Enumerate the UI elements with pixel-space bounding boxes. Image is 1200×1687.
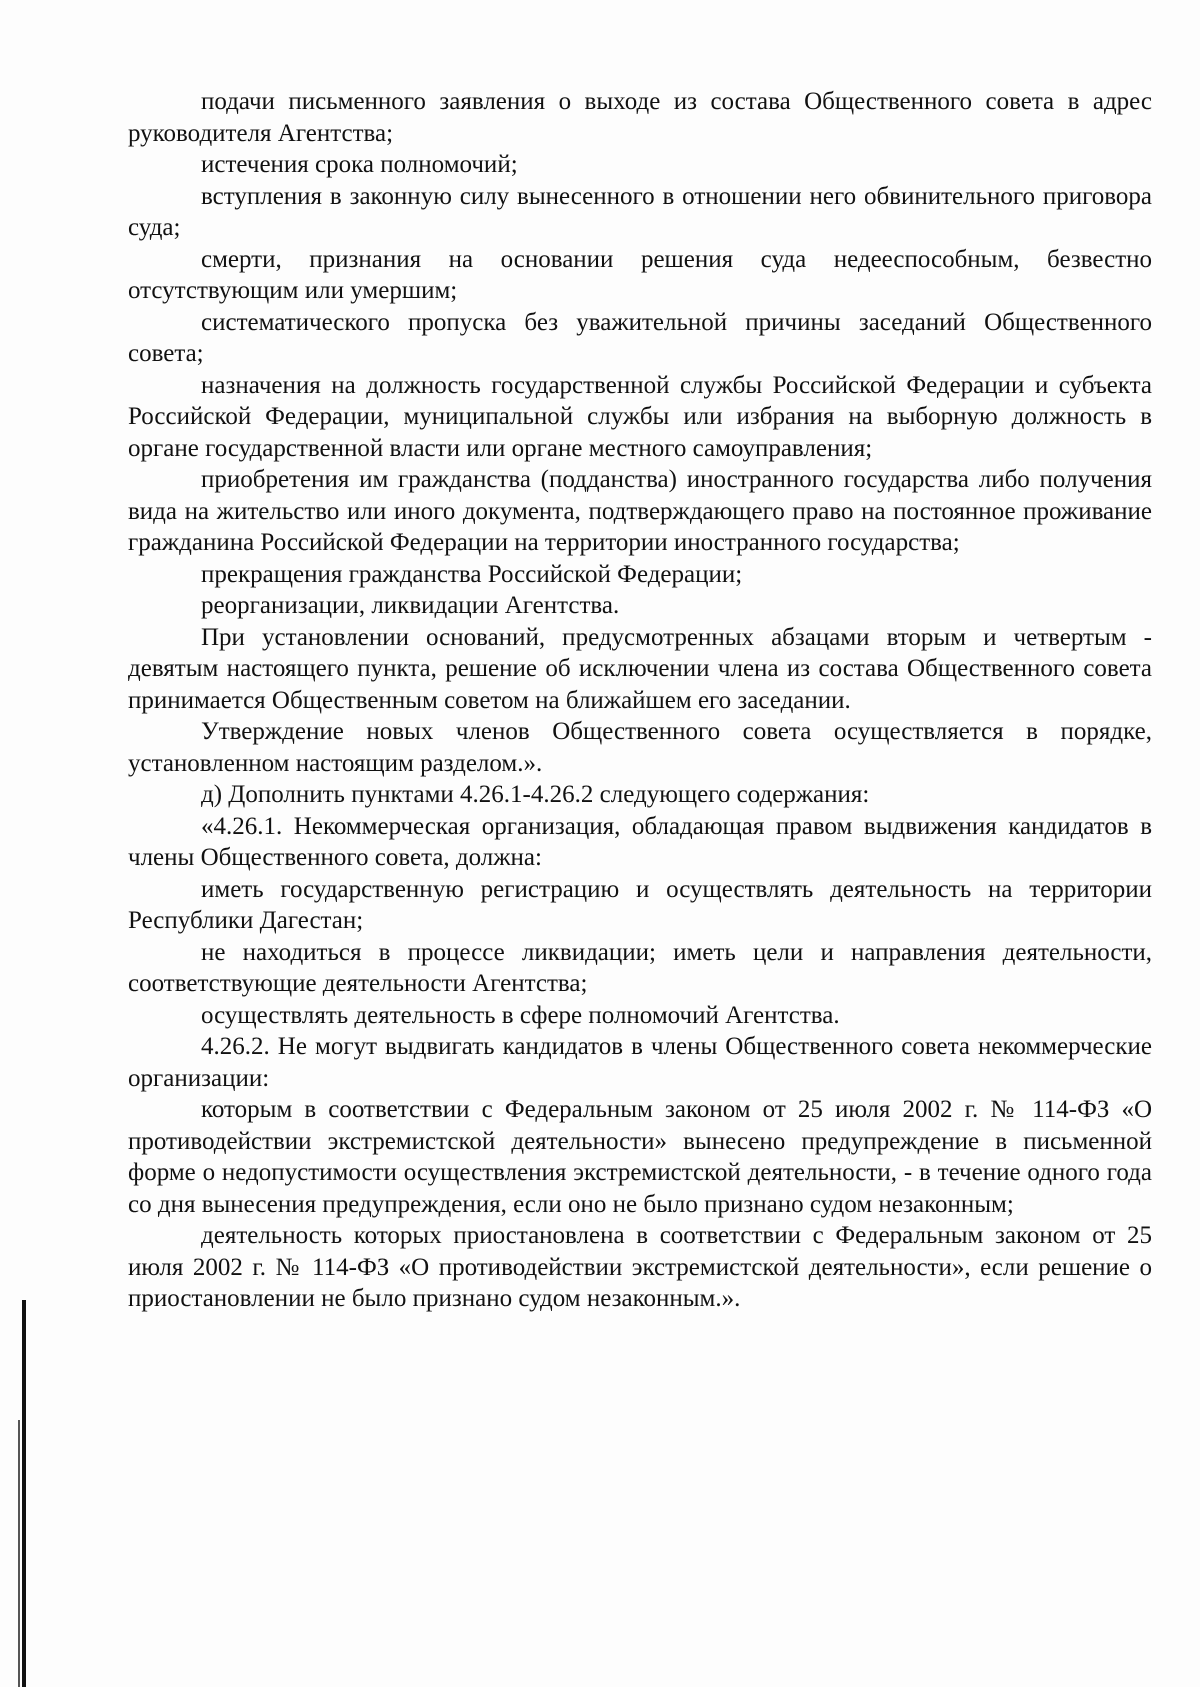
paragraph: истечения срока полномочий; <box>201 151 518 178</box>
paragraph: реорганизации, ликвидации Агентства. <box>201 592 620 619</box>
paragraph: «4.26.1. Некоммерческая организация, обладающая правом выдвижения кандидатов в члены Общественного совета, должна: <box>128 812 1152 871</box>
paragraph: которым в соответствии с Федеральным законом от 25 июля 2002 г. № 114-ФЗ «О противодействии экстремистской деятельности» вынесено предупреждение в письменной форме о недопустимости осуществления экстремистской деятельности, - в течение одного года со дня вынесения предупреждения, если оно не было признано судом незаконным; <box>128 1096 1152 1218</box>
paragraph: приобретения им гражданства (подданства) иностранного государства либо получения вида на жительство или иного документа, подтверждающего право на постоянное проживание гражданина Российской Федерации на территории иностранного государства; <box>128 466 1152 556</box>
paragraph: Утверждение новых членов Общественного совета осуществляется в порядке, установленном настоящим разделом.». <box>128 718 1152 777</box>
paragraph: подачи письменного заявления о выходе из состава Общественного совета в адрес руководителя Агентства; <box>128 88 1152 147</box>
paragraph: иметь государственную регистрацию и осуществлять деятельность на территории Республики Дагестан; <box>128 875 1152 934</box>
paragraph: вступления в законную силу вынесенного в отношении него обвинительного приговора суда; <box>128 182 1152 241</box>
paragraph: систематического пропуска без уважительной причины заседаний Общественного совета; <box>128 308 1152 367</box>
paragraph: смерти, признания на основании решения суда недееспособным, безвестно отсутствующим или умершим; <box>128 245 1152 304</box>
scan-edge-mark-secondary <box>18 1420 20 1687</box>
paragraph: не находиться в процессе ликвидации; иметь цели и направления деятельности, соответствующие деятельности Агентства; <box>128 938 1152 997</box>
paragraph: назначения на должность государственной службы Российской Федерации и субъекта Российской Федерации, муниципальной службы или избрания на выборную должность в органе государственной власти или органе местного самоуправления; <box>128 371 1152 462</box>
paragraph: При установлении оснований, предусмотренных абзацами вторым и четвертым - девятым настоящего пункта, решение об исключении члена из состава Общественного совета принимается Общественным советом на ближайшем его заседании. <box>128 623 1152 714</box>
paragraph: деятельность которых приостановлена в соответствии с Федеральным законом от 25 июля 2002 г. № 114-ФЗ «О противодействии экстремистской деятельности», если решение о приостановлении не было признано судом незаконным.». <box>128 1222 1152 1312</box>
scan-edge-mark <box>22 1300 26 1687</box>
paragraph: прекращения гражданства Российской Федерации; <box>201 560 743 588</box>
paragraph: 4.26.2. Не могут выдвигать кандидатов в члены Общественного совета некоммерческие организации: <box>128 1033 1152 1092</box>
paragraph: осуществлять деятельность в сфере полномочий Агентства. <box>201 1001 840 1029</box>
document-body <box>128 86 1152 1315</box>
paragraph: д) Дополнить пунктами 4.26.1-4.26.2 следующего содержания: <box>201 781 870 808</box>
